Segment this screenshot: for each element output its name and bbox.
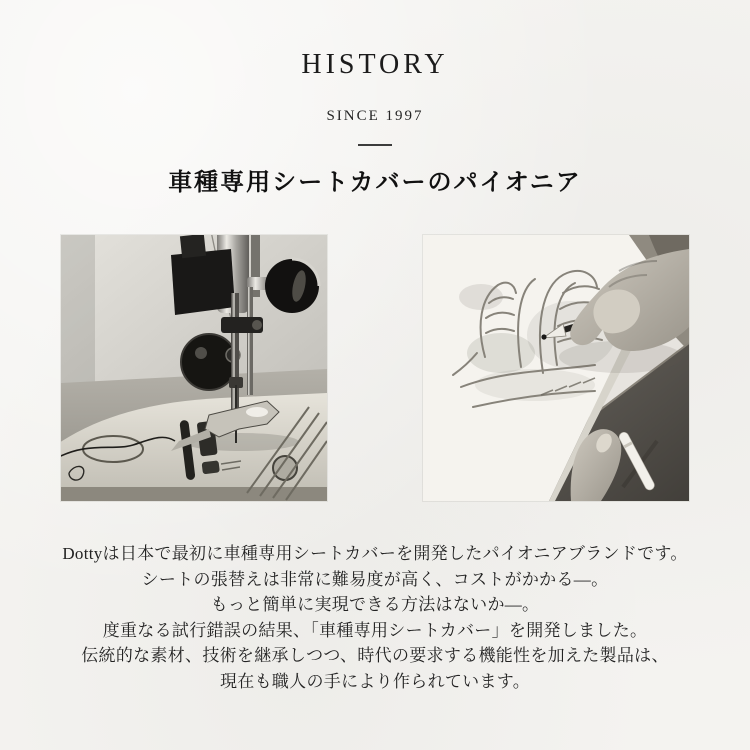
sewing-machine-image: [61, 235, 327, 501]
hand-sketch-image: [423, 235, 689, 501]
body-line-6: 現在も職人の手により作られています。: [219, 671, 531, 691]
hand-sketch-photo: [423, 235, 689, 501]
body-line-2: シートの張替えは非常に難易度が高く、コストがかかる―。: [141, 569, 609, 589]
body-line-3: もっと簡単に実現できる方法はないか―。: [210, 595, 540, 614]
divider-line: [358, 144, 392, 146]
body-line-5: 伝統的な素材、技術を継承しつつ、時代の要求する機能性を加えた製品は、: [81, 646, 669, 665]
section-title: HISTORY: [301, 49, 449, 80]
section-heading-jp: 車種専用シートカバーのパイオニア: [168, 170, 582, 196]
sewing-machine-photo: [61, 235, 327, 501]
body-line-4: 度重なる試行錯誤の結果、「車種専用シートカバー」を開発しました。: [102, 620, 648, 640]
section-subtitle: SINCE 1997: [326, 108, 424, 124]
body-line-1: Dottyは日本で最初に車種専用シートカバーを開発したパイオニアブランドです。: [62, 544, 688, 563]
body-text: [0, 541, 750, 694]
photo-row: [0, 235, 750, 501]
